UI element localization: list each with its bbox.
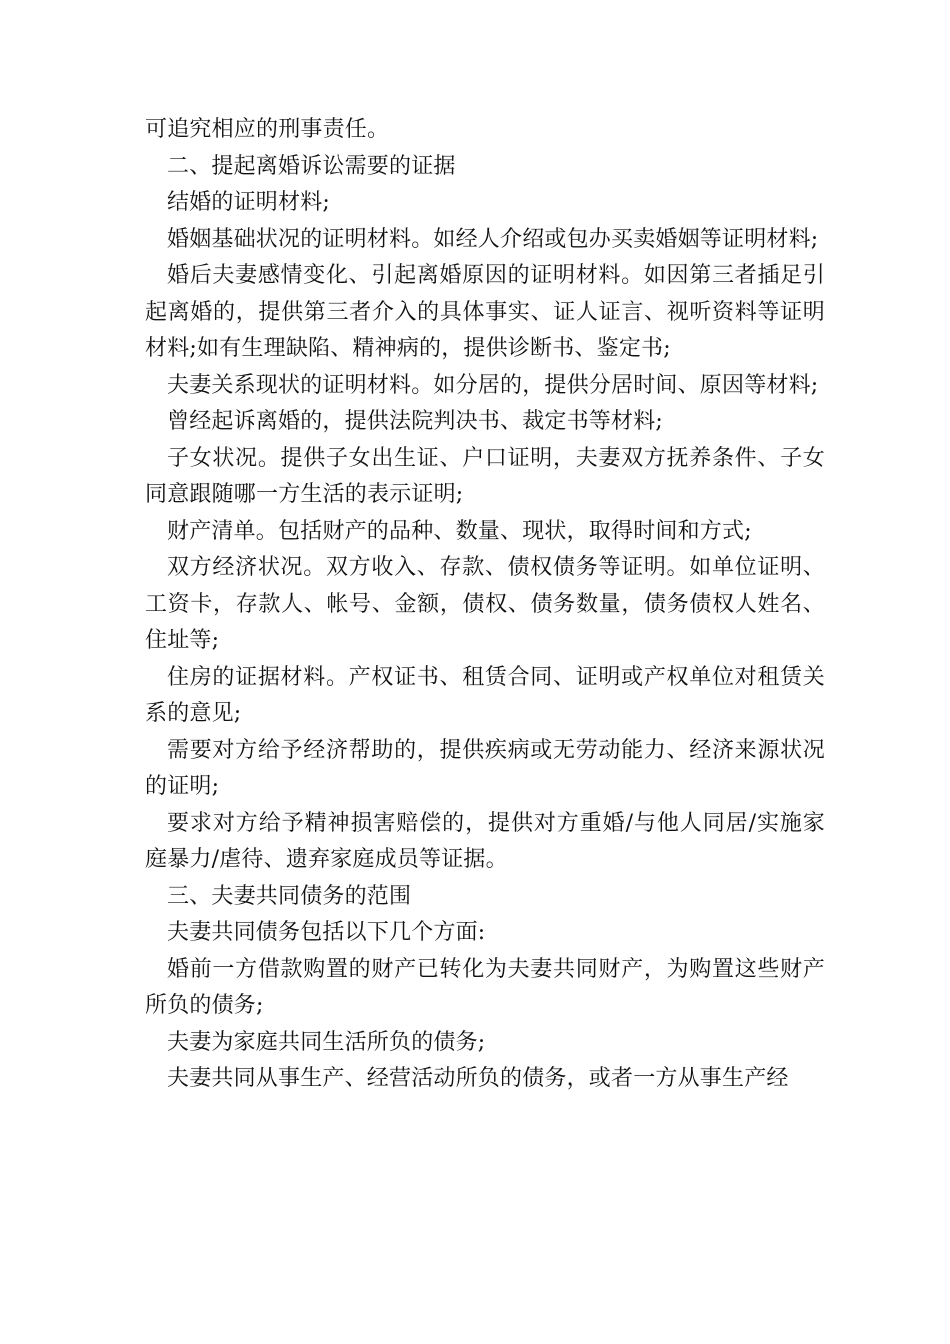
paragraph: 婚后夫妻感情变化、引起离婚原因的证明材料。如因第三者插足引起离婚的，提供第三者介入的具体事实、证人证言、视听资料等证明材料;如有生理缺陷、精神病的，提供诊断书、鉴定书; (145, 263, 825, 361)
paragraph: 夫妻关系现状的证明材料。如分居的，提供分居时间、原因等材料; (167, 372, 819, 398)
paragraph-continuation: 可追究相应的刑事责任。 (145, 117, 390, 142)
paragraph: 夫妻共同从事生产、经营活动所负的债务，或者一方从事生产经 (167, 1066, 789, 1091)
paragraph: 子女状况。提供子女出生证、户口证明，夫妻双方抚养条件、子女同意跟随哪一方生活的表示证明; (145, 445, 825, 507)
paragraph: 曾经起诉离婚的，提供法院判决书、裁定书等材料; (167, 409, 664, 434)
paragraph: 结婚的证明材料; (167, 190, 331, 215)
paragraph: 婚前一方借款购置的财产已转化为夫妻共同财产，为购置这些财产所负的债务; (145, 956, 825, 1018)
paragraph: 夫妻共同债务包括以下几个方面: (167, 920, 486, 945)
paragraph: 婚姻基础状况的证明材料。如经人介绍或包办买卖婚姻等证明材料; (167, 226, 819, 252)
paragraph: 财产清单。包括财产的品种、数量、现状，取得时间和方式; (167, 518, 752, 544)
paragraph: 夫妻为家庭共同生活所负的债务; (167, 1029, 486, 1055)
paragraph: 住房的证据材料。产权证书、租赁合同、证明或产权单位对租赁关系的意见; (145, 664, 825, 726)
paragraph: 需要对方给予经济帮助的，提供疾病或无劳动能力、经济来源状况的证明; (145, 737, 825, 799)
document-body (145, 112, 825, 1098)
paragraph: 要求对方给予精神损害赔偿的，提供对方重婚/与他人同居/实施家庭暴力/虐待、遗弃家庭成员等证据。 (145, 810, 825, 872)
paragraph: 双方经济状况。双方收入、存款、债权债务等证明。如单位证明、工资卡，存款人、帐号、金额，债权、债务数量，债务债权人姓名、住址等; (145, 555, 825, 653)
section-heading-joint-debt: 三、夫妻共同债务的范围 (167, 883, 412, 909)
section-heading-evidence: 二、提起离婚诉讼需要的证据 (167, 153, 456, 179)
